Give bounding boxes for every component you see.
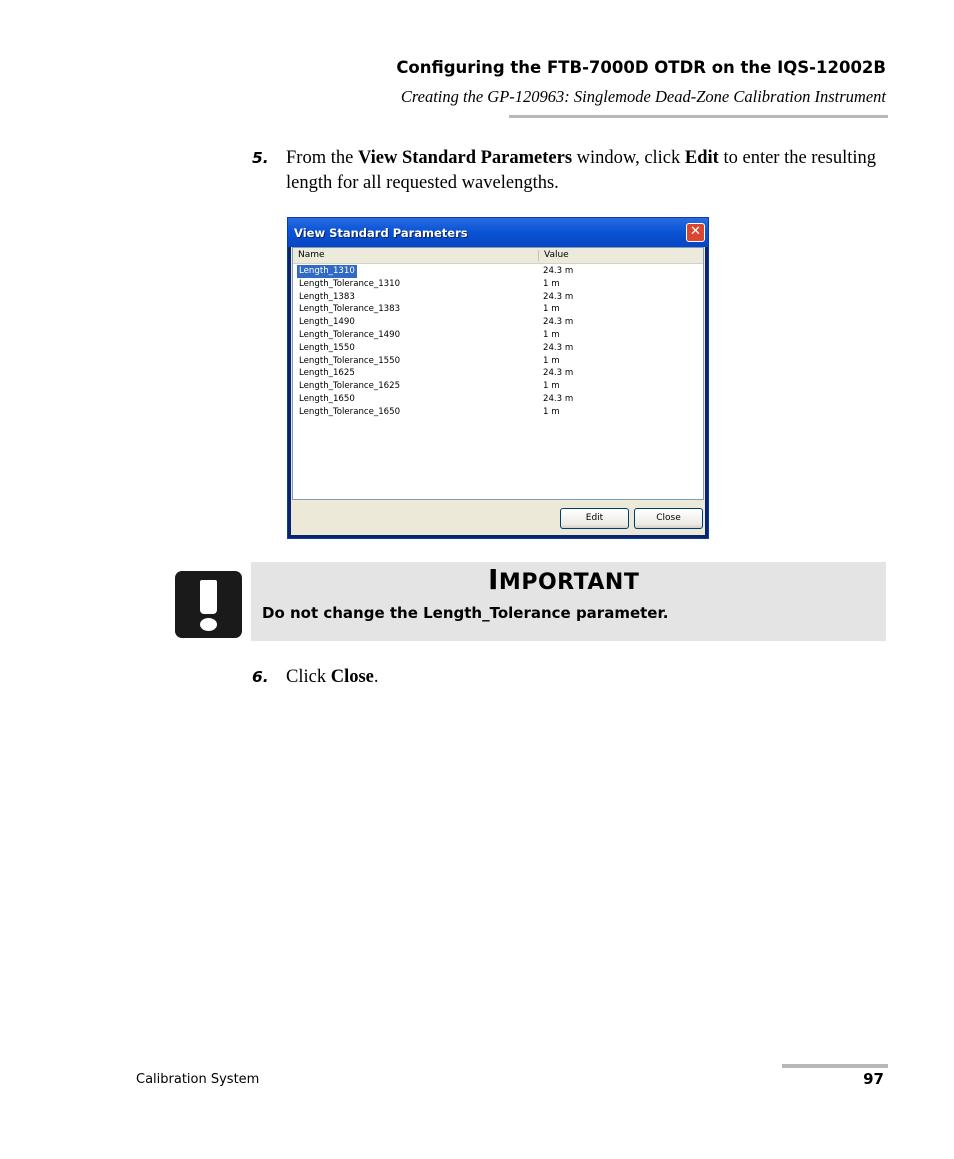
page-number: 97 [863,1070,884,1088]
step-text: Click Close. [286,667,379,687]
parameter-value: 24.3 m [543,368,574,379]
column-value[interactable]: Value [544,250,569,260]
list-item[interactable] [293,316,703,329]
close-icon[interactable]: ✕ [686,223,705,242]
list-item[interactable] [293,303,703,316]
parameter-value: 1 m [543,329,560,340]
important-box [251,562,886,641]
column-header [293,248,703,264]
parameter-name: Length_1310 [299,266,355,276]
footer-rule [782,1064,888,1068]
step-6 [252,665,652,691]
important-text: Do not change the Length_Tolerance parameter. [262,604,669,622]
parameter-name: Length_Tolerance_1550 [299,355,401,366]
footer-section: Calibration System [136,1072,260,1087]
list-item[interactable] [293,278,703,291]
parameter-value: 1 m [543,355,560,366]
list-item[interactable] [293,291,703,304]
parameters-list[interactable] [292,247,704,500]
exclamation-icon [175,571,242,638]
list-item[interactable] [293,355,703,368]
parameter-name: Length_1625 [299,368,355,379]
list-item[interactable] [293,265,703,278]
parameter-value: 1 m [543,381,560,392]
parameter-name: Length_Tolerance_1490 [299,329,401,340]
column-name[interactable]: Name [298,250,325,260]
parameter-value: 1 m [543,406,560,417]
parameter-name: Length_Tolerance_1650 [299,406,401,417]
parameter-value: 24.3 m [543,342,574,353]
close-term: Close [330,667,374,687]
parameter-value: 1 m [543,304,560,315]
parameter-value: 24.3 m [543,317,574,328]
list-item[interactable] [293,393,703,406]
header-title: Configuring the FTB-7000D OTDR on the IQS-12002B [396,58,886,77]
exclamation-dot [200,618,217,631]
edit-button[interactable]: Edit [560,508,629,529]
edit-term: Edit [684,148,719,168]
list-item[interactable] [293,329,703,342]
list-item[interactable] [293,380,703,393]
parameter-name: Length_1383 [299,291,355,302]
header-subtitle: Creating the GP-120963: Singlemode Dead-Zone Calibration Instrument [400,87,886,106]
step-number: 6. [252,668,269,686]
list-item[interactable] [293,406,703,419]
view-standard-parameters-dialog [287,217,709,539]
window-name: View Standard Parameters [357,148,573,168]
important-title: IMPORTANT [488,563,640,596]
parameter-name: Length_1490 [299,317,355,328]
parameter-name: Length_1550 [299,342,355,353]
parameter-name: Length_Tolerance_1310 [299,278,401,289]
parameter-value: 24.3 m [543,291,574,302]
step-text: From the View Standard Parameters window, click Edit to enter the resulting length for all requested wavelengths. [286,148,877,193]
column-separator[interactable] [538,250,539,261]
title-bar[interactable] [288,218,708,247]
step-5 [252,146,892,198]
dialog-client [291,247,705,535]
parameter-name: Length_Tolerance_1383 [299,304,401,315]
rows [293,265,703,419]
parameter-value: 24.3 m [543,393,574,404]
step-number: 5. [252,149,269,167]
close-button[interactable]: Close [634,508,703,529]
list-item[interactable] [293,367,703,380]
header-rule [509,115,888,118]
parameter-name: Length_Tolerance_1625 [299,381,401,392]
exclamation-bar [200,580,217,614]
dialog-title: View Standard Parameters [294,226,468,240]
parameter-value: 24.3 m [543,266,574,276]
parameter-name: Length_1650 [299,393,355,404]
parameter-value: 1 m [543,278,560,289]
list-item[interactable] [293,342,703,355]
